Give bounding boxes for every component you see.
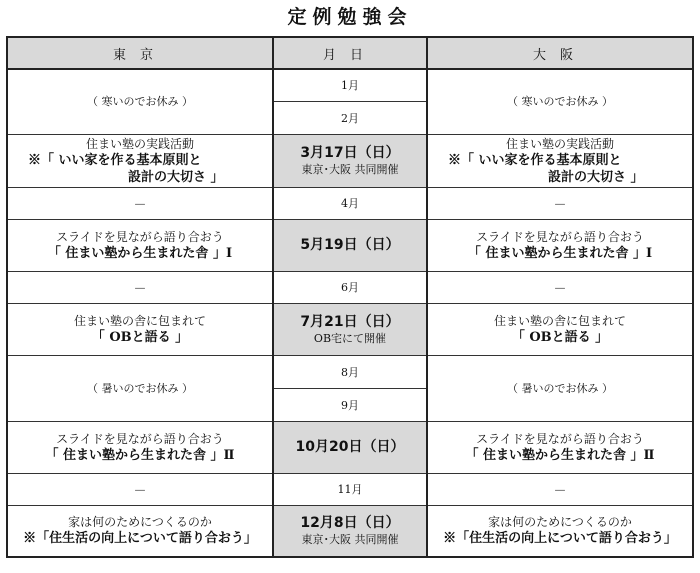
header-month: 月日 — [273, 37, 427, 69]
tokyo-mar — [7, 134, 273, 187]
osaka-jun-dash: － — [427, 271, 693, 303]
tokyo-oct-topic: スライドを見ながら語り合おう — [56, 431, 224, 446]
tokyo-jul-topic: 住まい塾の舎に包まれて — [73, 313, 206, 328]
osaka-dec-topic: 家は何のためにつくるのか — [488, 515, 632, 530]
tokyo-oct-em: 「 住まい塾から生まれた舎 」Ⅱ — [45, 447, 235, 463]
osaka-may-topic: スライドを見ながら語り合おう — [476, 229, 644, 244]
tokyo-dec — [7, 505, 273, 557]
osaka-jul — [427, 303, 693, 355]
osaka-mar-line1: ※「 いい家を作る基本原則と — [448, 152, 622, 168]
month-nov: 11月 — [273, 473, 427, 505]
table-row — [7, 134, 693, 187]
osaka-may — [427, 219, 693, 271]
tokyo-mar-line2: 設計の大切さ 」 — [128, 169, 224, 185]
tokyo-oct — [7, 421, 273, 473]
month-jun: 6月 — [273, 271, 427, 303]
table-row — [7, 187, 693, 219]
date-jul — [273, 303, 427, 355]
osaka-dec-em: ※「住生活の向上について語り合おう」 — [443, 531, 677, 547]
date-mar — [273, 134, 427, 187]
osaka-mar-topic: 住まい塾の実践活動 — [505, 136, 614, 151]
table-row — [7, 505, 693, 557]
date-jul-text: 7月21日（日） — [300, 313, 400, 330]
tokyo-dec-topic: 家は何のためにつくるのか — [68, 515, 212, 530]
tokyo-rest-winter: （ 寒いのでお休み ） — [7, 69, 273, 134]
osaka-oct-em: 「 住まい塾から生まれた舎 」Ⅱ — [465, 447, 655, 463]
table-row — [7, 219, 693, 271]
month-feb: 2月 — [273, 101, 427, 134]
date-mar-note: 東京･大阪 共同開催 — [301, 163, 399, 176]
tokyo-apr-dash: － — [7, 187, 273, 219]
date-mar-text: 3月17日（日） — [300, 145, 400, 161]
tokyo-rest-summer: （ 暑いのでお休み ） — [7, 355, 273, 421]
tokyo-dec-em: ※「住生活の向上について語り合おう」 — [23, 531, 257, 547]
date-dec-text: 12月8日（日） — [300, 515, 400, 532]
tokyo-may-topic: スライドを見ながら語り合おう — [56, 229, 224, 244]
osaka-jul-em: 「 OBと語る 」 — [511, 329, 609, 345]
date-dec-note: 東京･大阪 共同開催 — [301, 533, 399, 547]
table-row — [7, 271, 693, 303]
month-sep: 9月 — [273, 388, 427, 421]
table-row — [7, 69, 693, 101]
header-row — [7, 37, 693, 69]
osaka-oct — [427, 421, 693, 473]
tokyo-may — [7, 219, 273, 271]
tokyo-nov-dash: － — [7, 473, 273, 505]
osaka-oct-topic: スライドを見ながら語り合おう — [476, 431, 644, 446]
osaka-nov-dash: － — [427, 473, 693, 505]
month-apr: 4月 — [273, 187, 427, 219]
osaka-rest-winter: （ 寒いのでお休み ） — [427, 69, 693, 134]
tokyo-mar-line1: ※「 いい家を作る基本原則と — [28, 152, 202, 168]
tokyo-jul — [7, 303, 273, 355]
header-osaka: 大阪 — [427, 37, 693, 69]
date-may — [273, 219, 427, 271]
table-row — [7, 355, 693, 388]
tokyo-mar-topic: 住まい塾の実践活動 — [85, 136, 194, 151]
month-aug: 8月 — [273, 355, 427, 388]
schedule-table — [6, 36, 694, 558]
osaka-jul-topic: 住まい塾の舎に包まれて — [493, 313, 626, 328]
date-may-text: 5月19日（日） — [300, 236, 400, 253]
header-tokyo: 東京 — [7, 37, 273, 69]
date-oct — [273, 421, 427, 473]
date-jul-note: OB宅にて開催 — [313, 331, 387, 345]
date-dec — [273, 505, 427, 557]
table-row — [7, 303, 693, 355]
tokyo-jun-dash: － — [7, 271, 273, 303]
date-oct-text: 10月20日（日） — [295, 438, 405, 455]
osaka-apr-dash: － — [427, 187, 693, 219]
tokyo-jul-em: 「 OBと語る 」 — [91, 329, 189, 345]
osaka-mar-line2: 設計の大切さ 」 — [548, 169, 644, 185]
osaka-dec — [427, 505, 693, 557]
osaka-rest-summer: （ 暑いのでお休み ） — [427, 355, 693, 421]
tokyo-may-em: 「 住まい塾から生まれた舎 」Ⅰ — [47, 245, 233, 261]
osaka-may-em: 「 住まい塾から生まれた舎 」Ⅰ — [467, 245, 653, 261]
month-jan: 1月 — [273, 69, 427, 101]
page-title: 定例勉強会 — [287, 6, 413, 28]
table-row — [7, 473, 693, 505]
osaka-mar — [427, 134, 693, 187]
table-row — [7, 421, 693, 473]
